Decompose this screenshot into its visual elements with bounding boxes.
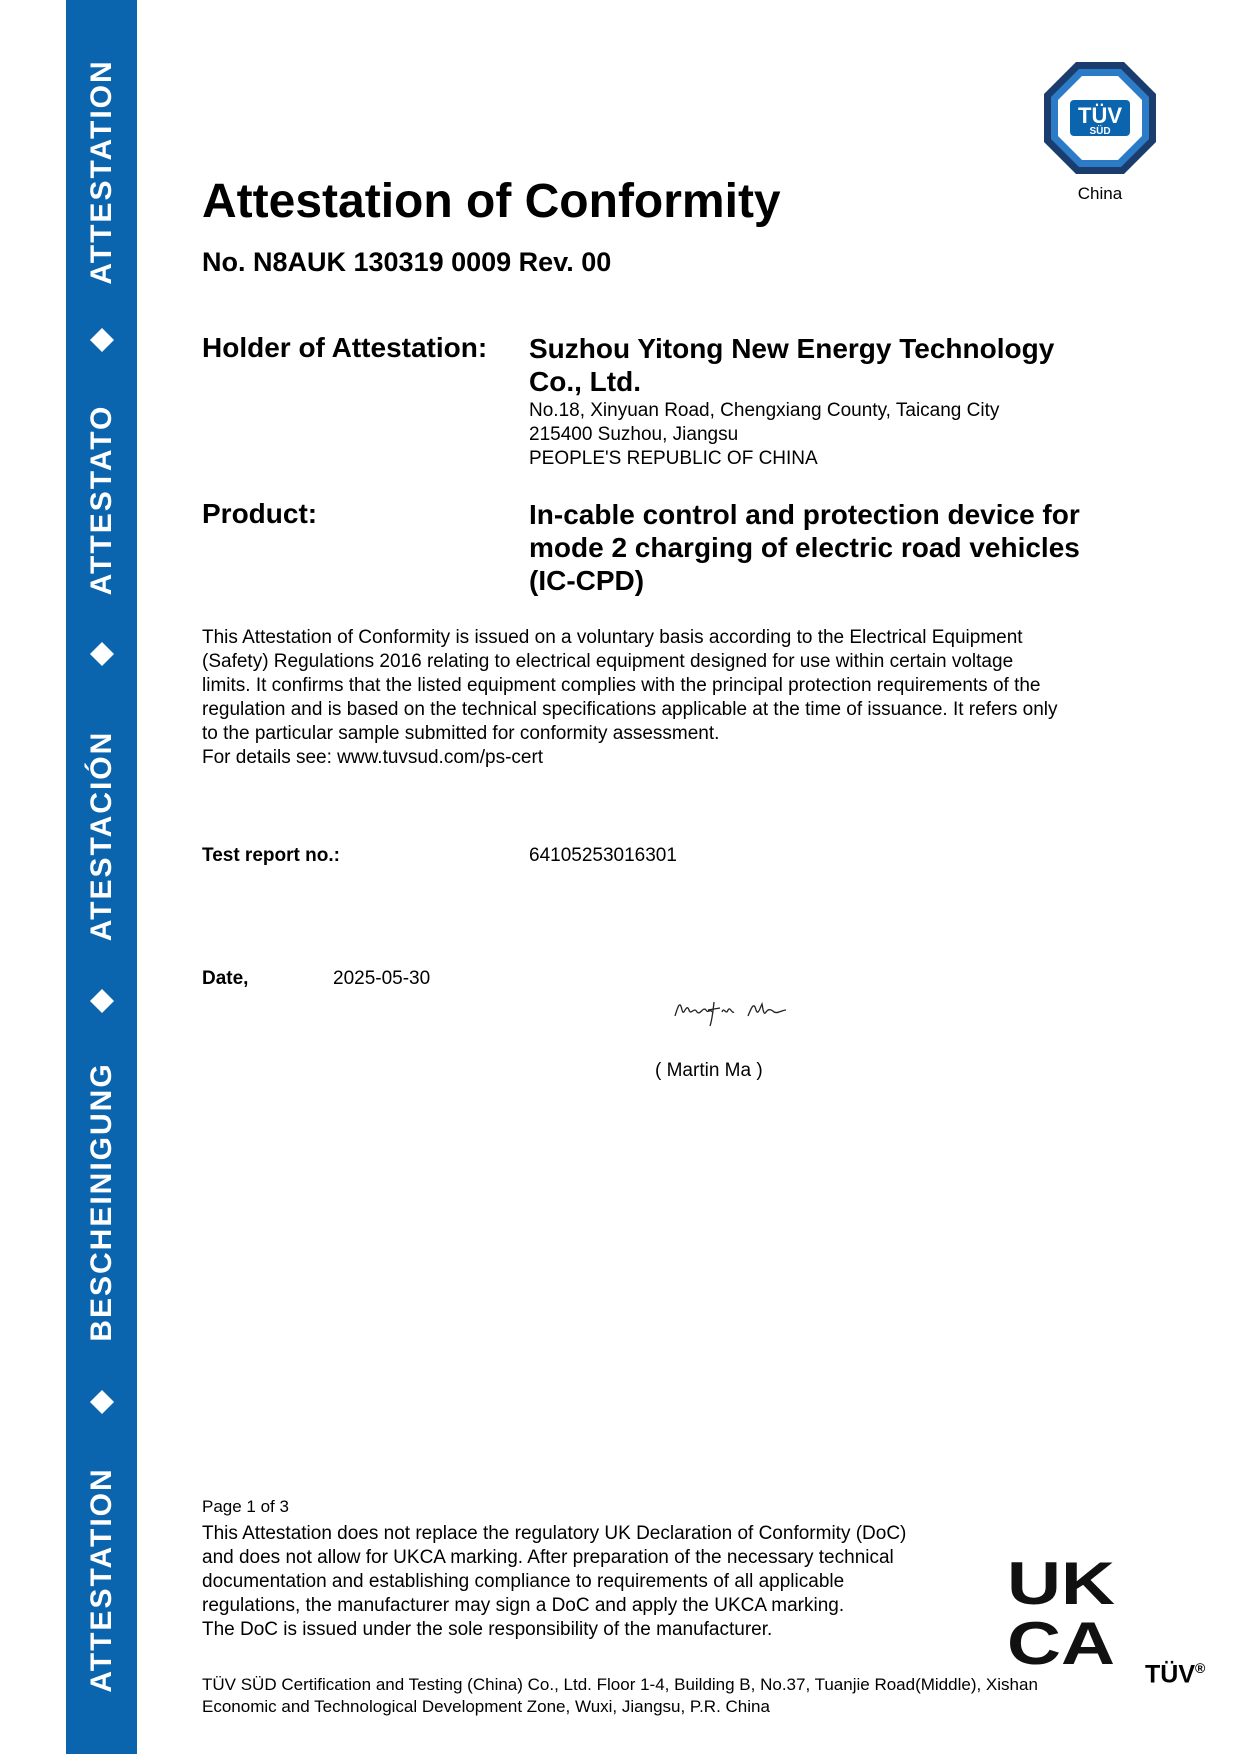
- diamond-icon: [89, 1390, 113, 1414]
- certificate-number: No. N8AUK 130319 0009 Rev. 00: [202, 247, 612, 277]
- logo-subtitle: China: [1077, 184, 1123, 203]
- statement-line: This Attestation of Conformity is issued on a voluntary basis according to the Electrical Equipment: [202, 627, 1023, 648]
- holder-address-line3: PEOPLE'S REPUBLIC OF CHINA: [529, 448, 818, 469]
- notice-line: and does not allow for UKCA marking. After preparation of the necessary technical: [202, 1547, 894, 1568]
- issuer-address: [202, 1674, 1142, 1718]
- sidebar-band: [66, 0, 137, 1754]
- sidebar-word-attestation-bottom: ATTESTATION: [84, 1467, 118, 1693]
- product-description: [529, 498, 1080, 597]
- issuer-address-line: TÜV SÜD Certification and Testing (China) Co., Ltd. Floor 1-4, Building B, No.37, Tuanjie Road(Middle), Xishan: [202, 1675, 1038, 1694]
- notice-line: regulations, the manufacturer may sign a DoC and apply the UKCA marking.: [202, 1595, 845, 1616]
- date-label: Date,: [202, 968, 249, 989]
- signer-name: ( Martin Ma ): [655, 1060, 763, 1081]
- page-number: Page 1 of 3: [202, 1497, 289, 1516]
- issuer-address-line: Economic and Technological Development Zone, Wuxi, Jiangsu, P.R. China: [202, 1697, 770, 1716]
- date-value: 2025-05-30: [333, 968, 431, 989]
- sidebar-word-attestation-top: ATTESTATION: [84, 59, 118, 285]
- product-line3: (IC-CPD): [529, 565, 645, 596]
- diamond-icon: [89, 328, 113, 352]
- sidebar-word-atestacion: ATESTACIÓN: [84, 730, 118, 942]
- holder-address-line1: No.18, Xinyuan Road, Chengxiang County, Taicang City: [529, 400, 1000, 421]
- logo-text-tuv: TÜV: [1078, 103, 1122, 128]
- product-line2: mode 2 charging of electric road vehicles: [529, 532, 1080, 563]
- svg-text:UK: UK: [1007, 1552, 1115, 1617]
- details-link-text: For details see: www.tuvsud.com/ps-cert: [202, 747, 544, 768]
- notice-line: documentation and establishing compliance to requirements of all applicable: [202, 1571, 845, 1592]
- ukca-notice: [202, 1522, 992, 1642]
- svg-text:CA: CA: [1007, 1610, 1115, 1667]
- document-title: Attestation of Conformity: [202, 175, 781, 228]
- holder-name-line1: Suzhou Yitong New Energy Technology: [529, 333, 1055, 364]
- tuv-footer-text: TÜV: [1145, 1660, 1195, 1689]
- tuv-footer-mark: [1145, 1660, 1205, 1689]
- attestation-statement: [202, 626, 1157, 770]
- tuv-sud-logo: [1042, 60, 1158, 176]
- logo-text-sud: SÜD: [1089, 126, 1111, 137]
- diamond-icon: [89, 642, 113, 666]
- holder-address-line2: 215400 Suzhou, Jiangsu: [529, 424, 739, 445]
- test-report-label: Test report no.:: [202, 845, 340, 866]
- holder-name: [529, 332, 1054, 398]
- sidebar-word-bescheinigung: BESCHEINIGUNG: [84, 1062, 118, 1342]
- sidebar-word-attestato: ATTESTATO: [84, 404, 118, 596]
- statement-line: limits. It confirms that the listed equipment complies with the principal protection requirements of the: [202, 675, 1041, 696]
- notice-line: The DoC is issued under the sole responsibility of the manufacturer.: [202, 1619, 773, 1640]
- handwritten-signature: [670, 988, 790, 1028]
- holder-label: Holder of Attestation:: [202, 332, 488, 363]
- statement-line: to the particular sample submitted for conformity assessment.: [202, 723, 720, 744]
- test-report-number: 64105253016301: [529, 845, 677, 866]
- product-line1: In-cable control and protection device for: [529, 499, 1080, 530]
- registered-mark: ®: [1195, 1660, 1206, 1676]
- product-label: Product:: [202, 498, 318, 529]
- statement-line: (Safety) Regulations 2016 relating to electrical equipment designed for use within certain voltage: [202, 651, 1014, 672]
- notice-line: This Attestation does not replace the regulatory UK Declaration of Conformity (DoC): [202, 1523, 907, 1544]
- ukca-mark-icon: [1004, 1552, 1119, 1667]
- holder-address: [529, 399, 999, 471]
- diamond-icon: [89, 989, 113, 1013]
- statement-line: regulation and is based on the technical specifications applicable at the time of issuance. It refers only: [202, 699, 1058, 720]
- holder-name-line2: Co., Ltd.: [529, 366, 641, 397]
